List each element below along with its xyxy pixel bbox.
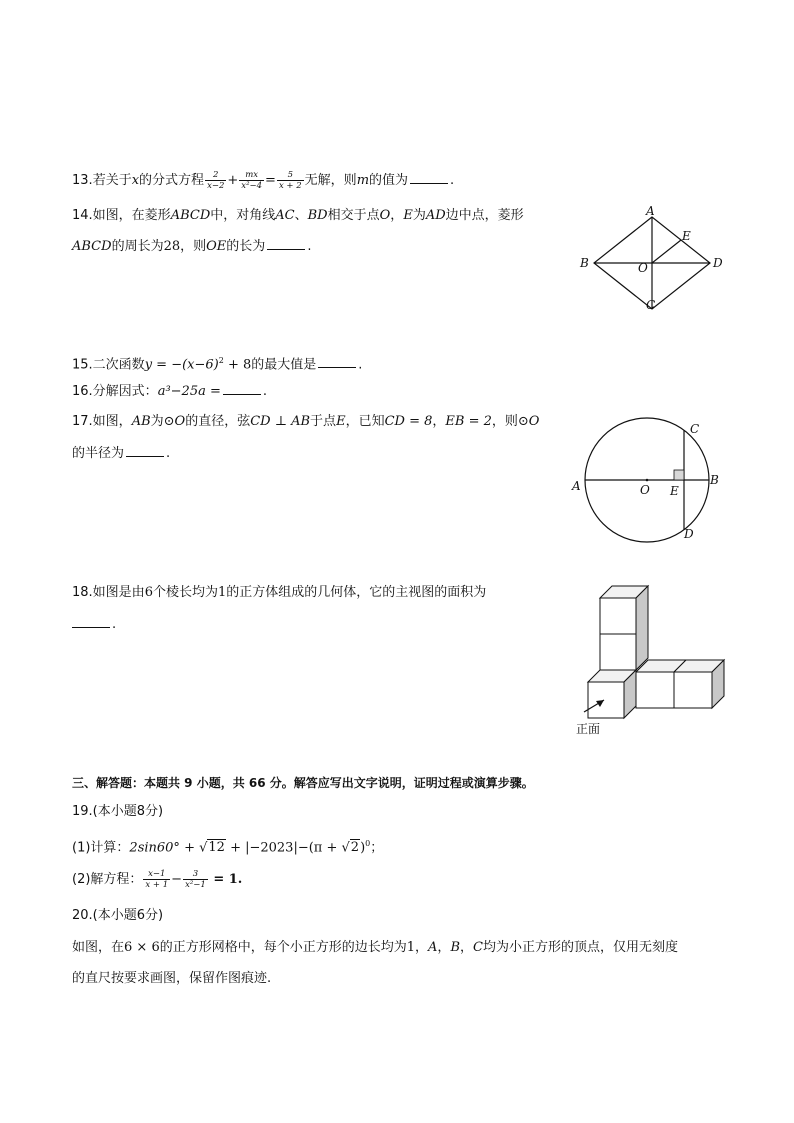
label-d: D	[713, 256, 723, 270]
fraction: $\frac{3}{\text{x²−1}}$	[185, 869, 206, 890]
section-3-heading: 三、解答题：本题共 9 小题，共 66 分。解答应写出文字说明，证明过程或演算步骤。	[72, 776, 534, 790]
answer-blank[interactable]	[267, 237, 305, 250]
question-14-line-1: 14.如图，在菱形ABCD中，对角线AC、BD相交于点O，E为AD边中点，菱形	[72, 208, 524, 223]
front-label: 正面	[576, 722, 601, 736]
label-o: O	[638, 261, 648, 275]
question-18-line-2: .	[72, 615, 116, 635]
question-16: 16.分解因式：a³−25a = .	[72, 384, 267, 399]
label-a: A	[572, 479, 581, 493]
circle-figure	[566, 414, 726, 546]
question-20-line-1: 如图，在6 × 6的正方形网格中，每个小正方形的边长均为1，A，B，C均为小正方形的顶点，仅用无刻度	[72, 940, 678, 955]
question-19-part-1: (1)计算：$2\sin 60^\circ + √12 + |-2023|-(\pi + √2)^0$；	[72, 839, 384, 856]
question-20-line-2: 的直尺按要求画图，保留作图痕迹.	[72, 971, 272, 986]
label-e: E	[670, 484, 679, 498]
answer-blank[interactable]	[410, 171, 448, 184]
cubes-figure	[570, 582, 730, 742]
answer-blank[interactable]	[72, 615, 110, 628]
label-c: C	[646, 298, 656, 312]
fraction: $\frac{2}{x-2}$	[207, 170, 225, 191]
fraction: $\frac{mx}{\text{x²−4}}$	[241, 170, 263, 191]
label-a: A	[646, 205, 655, 218]
label-b: B	[580, 256, 589, 270]
fraction: $\frac{5}{x + 2}$	[278, 170, 302, 191]
label-b: B	[710, 473, 719, 487]
rhombus-figure	[572, 205, 732, 317]
question-13: 13.若关于x的分式方程 $\frac{2}{x-2}$ + $\frac{mx}{\text{x²−4}}$ = $\frac{5}{x + 2}$ 无解，则m的值为 .	[72, 170, 455, 191]
question-14-line-2: ABCD的周长为28，则OE的长为 .	[72, 239, 312, 254]
question-15: 15.二次函数$y = -(x-6)^2 + 8$的最大值是 .	[72, 356, 363, 373]
answer-blank[interactable]	[318, 355, 356, 368]
fraction: $\frac{x-1}{x + 1}$	[145, 869, 169, 890]
label-c: C	[690, 422, 700, 436]
question-19-part-2: (2)解方程： $\frac{x-1}{x + 1}$ − $\frac{3}{\text{x²−1}}$ = 1.	[72, 869, 243, 890]
label-d: D	[684, 527, 694, 541]
question-19-heading: 19.(本小题8分)	[72, 804, 164, 819]
question-17-line-2: 的半径为 .	[72, 446, 171, 461]
answer-blank[interactable]	[126, 444, 164, 457]
question-18-line-1: 18.如图是由6个棱长均为1的正方体组成的几何体，它的主视图的面积为	[72, 585, 487, 600]
question-17-line-1: 17.如图，AB为⊙O的直径，弦CD ⊥ AB于点E，已知CD = 8，EB = 2，则⊙O	[72, 414, 540, 429]
answer-blank[interactable]	[223, 382, 261, 395]
label-o: O	[640, 483, 650, 497]
question-20-heading: 20.(本小题6分)	[72, 908, 164, 923]
label-e: E	[682, 229, 691, 243]
